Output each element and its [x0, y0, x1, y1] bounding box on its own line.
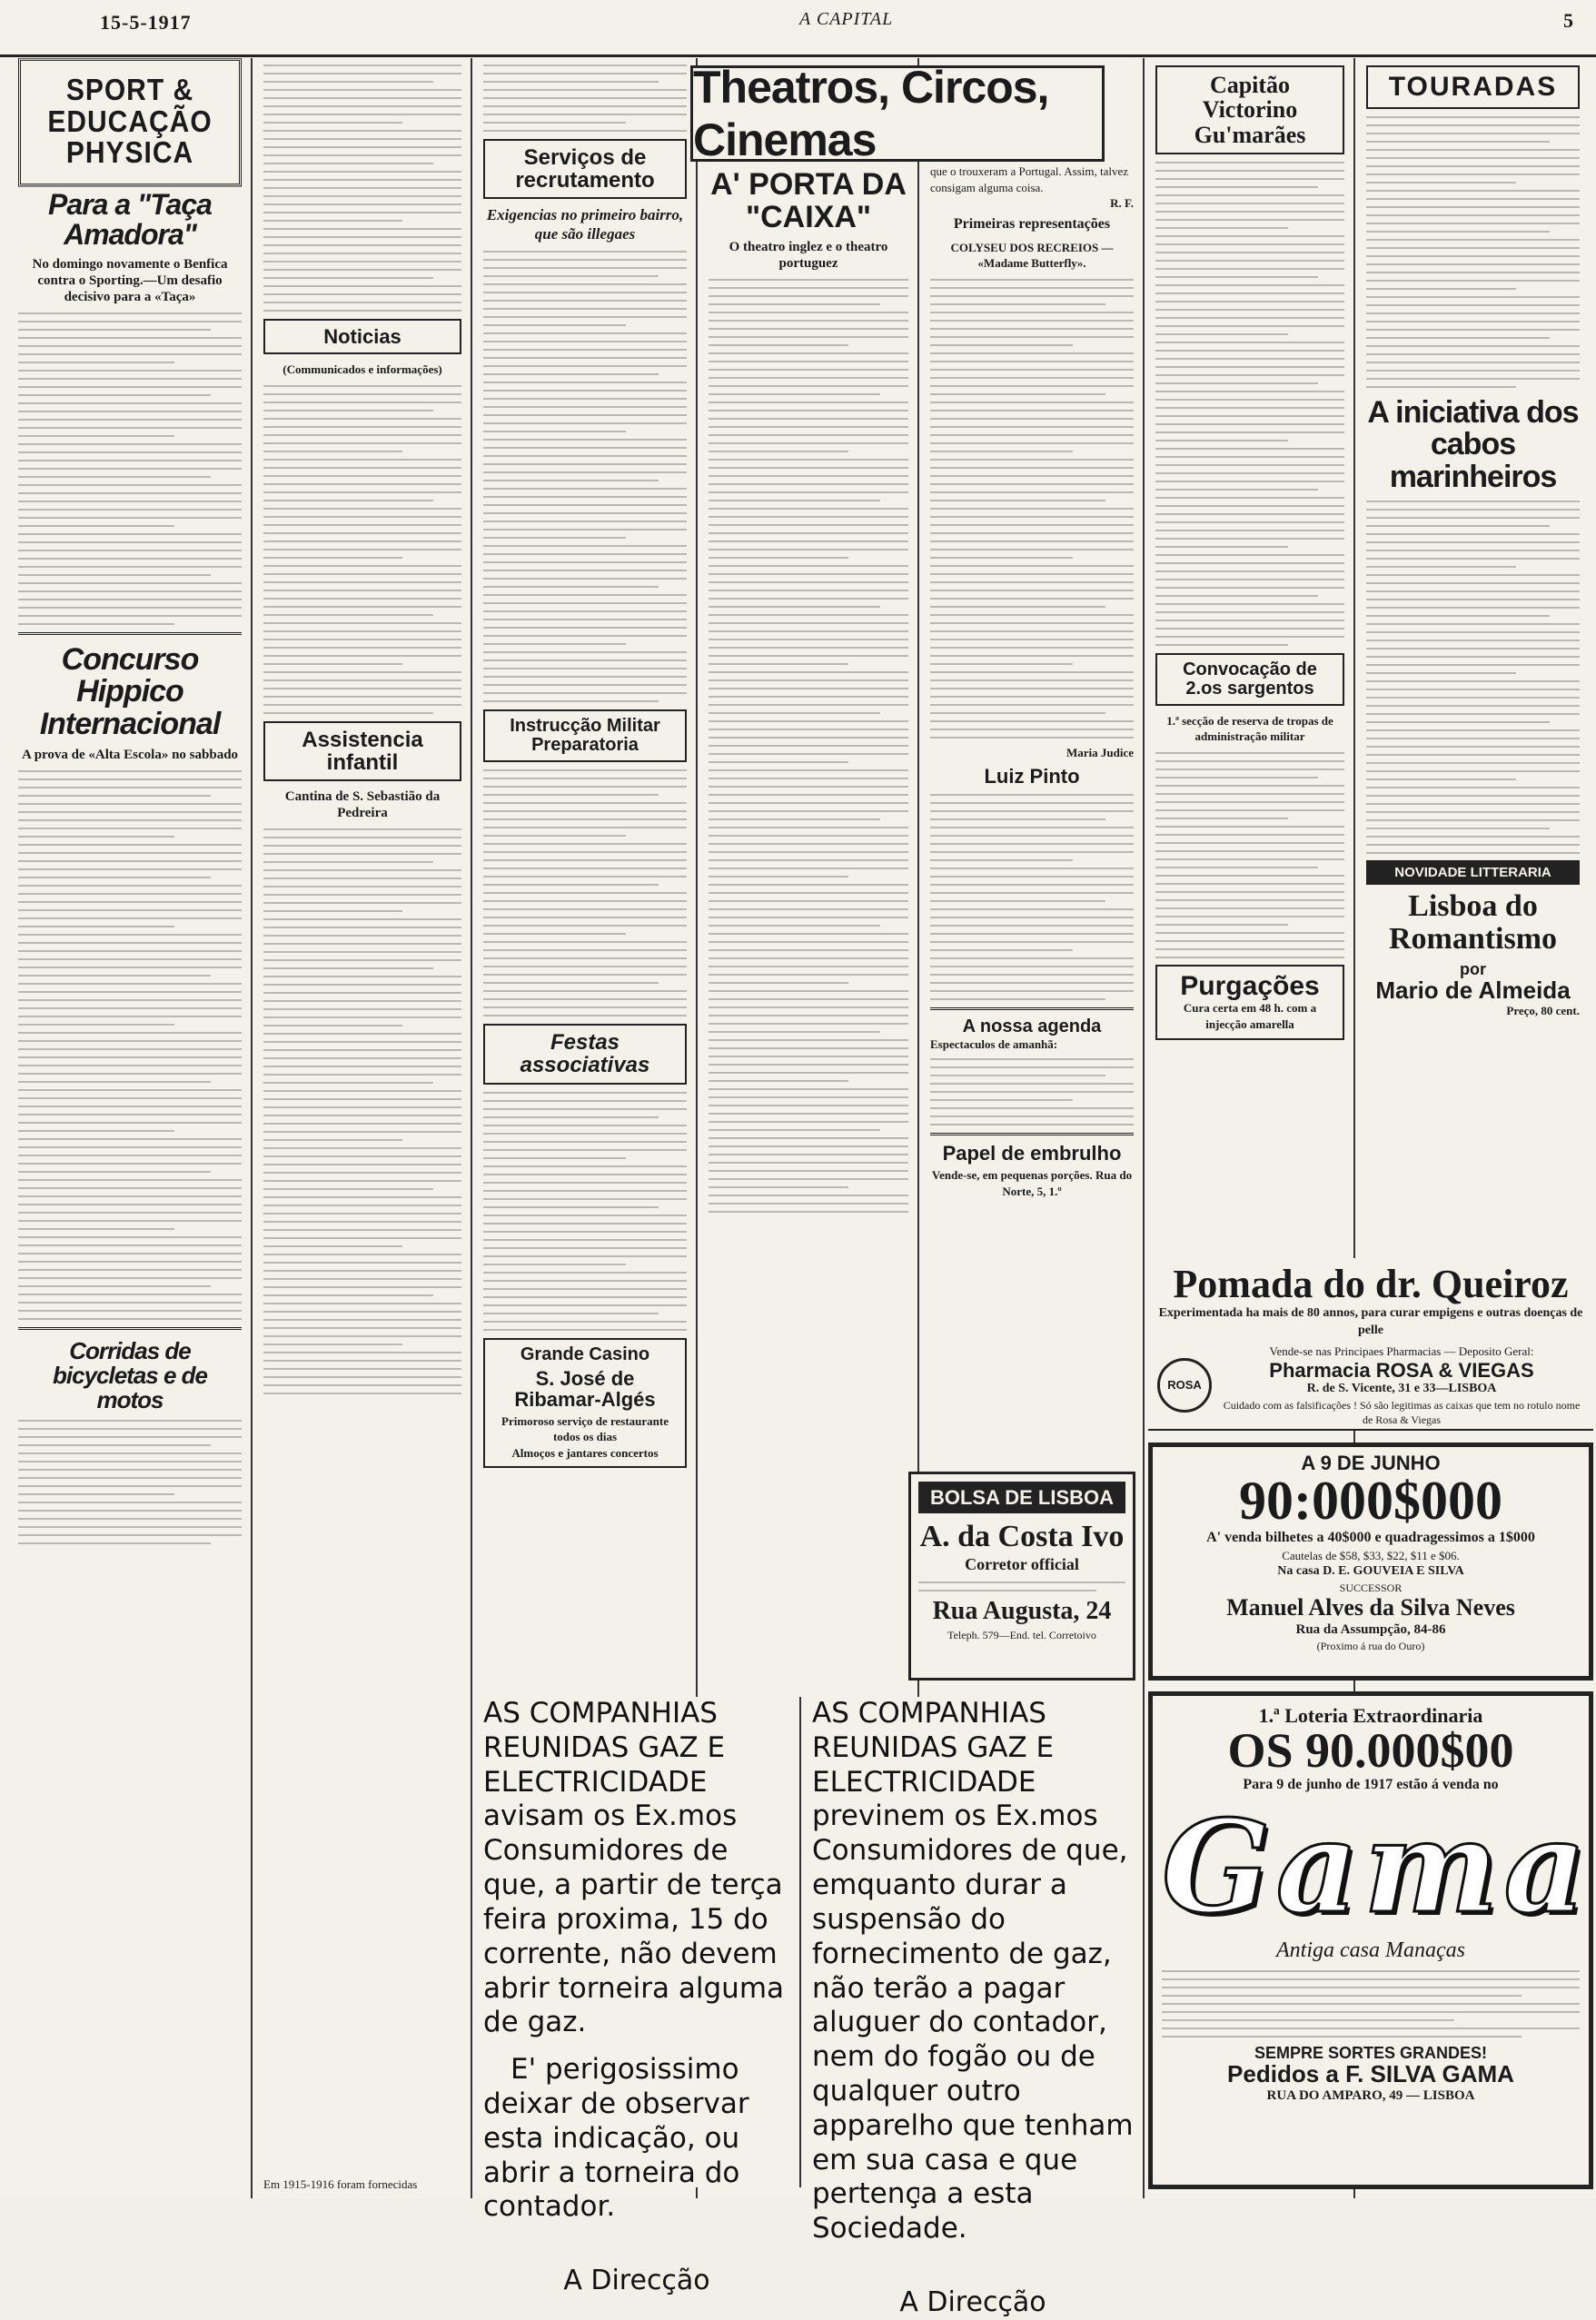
noticias-subhead: (Communicados e informações) — [283, 362, 442, 377]
gama-sempre: SEMPRE SORTES GRANDES! — [1254, 2043, 1488, 2062]
agenda-body — [930, 1058, 1134, 1125]
bolsa-ad — [908, 1472, 1135, 1681]
companhias-notice-left — [474, 1697, 801, 2297]
porta-headline: A' PORTA DA "CAIXA" — [710, 167, 907, 234]
festas-body — [483, 1092, 687, 1331]
lottery-date: A 9 DE JUNHO — [1301, 1452, 1441, 1474]
gama-lottery: 1.ª Loteria Extraordinaria — [1258, 1704, 1483, 1727]
column-recrutamento — [254, 58, 472, 2198]
pomada-ad — [1148, 1258, 1593, 1431]
gama-ad — [1148, 1691, 1593, 2189]
bolsa-address: Rua Augusta, 24 — [932, 1597, 1112, 1626]
gama-amount: OS 90.000$00 — [1227, 1723, 1514, 1779]
pomada-warning: Cuidado com as falsificações ! Só são legitimas as caixas que tem no rotulo nome de Rosa & Viegas — [1223, 1398, 1581, 1426]
assistencia-subhead: Cantina de S. Sebastião da Pedreira — [284, 789, 441, 821]
corridas-body — [18, 1420, 242, 1544]
theatre-banner: Theatros, Circos, Cinemas — [690, 65, 1105, 162]
pomada-address: R. de S. Vicente, 31 e 33—LISBOA — [1306, 1381, 1497, 1395]
lottery-successor: SUCCESSOR — [1339, 1581, 1403, 1595]
premieres-body — [930, 279, 1134, 739]
novidade-label: NOVIDADE LITTERARIA — [1366, 860, 1580, 886]
casino-title: Grande Casino — [520, 1343, 650, 1364]
casino-ad — [483, 1338, 687, 1469]
touradas-headline: TOURADAS — [1366, 65, 1580, 109]
lottery-merchant: Manuel Alves da Silva Neves — [1226, 1594, 1515, 1621]
gama-address: RUA DO AMPARO, 49 — LISBOA — [1266, 2087, 1475, 2103]
gama-name: Gama — [1162, 1792, 1592, 1942]
lottery-amount: 90:000$000 — [1239, 1471, 1502, 1532]
companhias-left-text2: E' perigosissimo deixar de observar esta indicação, ou abrir a torneira do contador. — [483, 2053, 749, 2224]
lisboa-by: por — [1460, 959, 1486, 978]
concurso-subhead: A prova de «Alta Escola» no sabbado — [21, 747, 239, 762]
festas-headline: Festas associativas — [483, 1024, 687, 1084]
instrucao-body — [483, 769, 687, 1016]
column-sport — [9, 58, 253, 2198]
taca-body — [18, 312, 242, 625]
taca-subhead: No domingo novamente o Benfica contra o Sporting.—Um desafio decisivo para a «Taça» — [32, 256, 228, 304]
companhias-right-text: AS COMPANHIAS REUNIDAS GAZ E ELECTRICIDADE previnem os Ex.mos Consumidores de que, emquanto durar a suspensão do fornecimento de gaz, não terão a pagar aluguer do contador, nem do fogão ou de qualquer outro apparelho que tenham em sua casa e que pertença a esta Sociedade. — [812, 1697, 1134, 2246]
corridas-headline: Corridas de bicycletas e de motos — [53, 1336, 207, 1414]
lottery-cautelas: Cautelas de $58, $33, $22, $11 e $06. — [1282, 1548, 1460, 1562]
bolsa-name: A. da Costa Ivo — [919, 1520, 1125, 1554]
pomada-line1: Experimentada ha mais de 80 annos, para curar empigens e outras doenças de pelle — [1158, 1306, 1583, 1338]
purgacoes-ad — [1155, 965, 1344, 1040]
touradas-body — [1366, 116, 1580, 388]
col3-top-body — [483, 64, 687, 132]
col2-top-body — [263, 64, 461, 312]
casino-name: S. José de Ribamar-Algés — [514, 1366, 656, 1411]
lisboa-title: Lisboa do Romantismo — [1388, 889, 1558, 956]
bolsa-title: BOLSA DE LISBOA — [918, 1482, 1125, 1513]
iniciativa-headline: A iniciativa dos cabos marinheiros — [1367, 394, 1579, 494]
agenda-headline: A nossa agenda — [962, 1016, 1102, 1036]
convocacao-subhead: 1.ª secção de reserva de tropas de administração militar — [1166, 713, 1333, 744]
pomada-line2: Vende-se nas Principaes Pharmacias — Deposito Geral: — [1269, 1343, 1534, 1358]
noticias-body — [263, 385, 461, 714]
lottery-ad — [1148, 1443, 1593, 1681]
purgacoes-title: Purgações — [1180, 970, 1320, 1001]
casino-meals: Almoços e jantares concertos — [511, 1445, 659, 1460]
agenda-subhead: Espectaculos de amanhã: — [930, 1036, 1058, 1051]
victorino-headline: Capitão Victorino Gu'marães — [1155, 65, 1344, 154]
gama-orders: Pedidos a F. SILVA GAMA — [1227, 2059, 1514, 2087]
luiz-pinto-headline: Luiz Pinto — [984, 765, 1080, 788]
lottery-house: Na casa D. E. GOUVEIA E SILVA — [1277, 1564, 1464, 1579]
lottery-street: Rua da Assumpção, 84-86 — [1295, 1621, 1446, 1637]
pomada-title: Pomada do dr. Queiroz — [1173, 1262, 1569, 1306]
lottery-street-note: (Proximo á rua do Ouro) — [1316, 1639, 1425, 1652]
paper-name: A CAPITAL — [799, 9, 894, 29]
col5-signature: R. F. — [1110, 196, 1134, 211]
concurso-body — [18, 770, 242, 1320]
papel-text: Vende-se, em pequenas porções. Rua do Norte, 5, 1.º — [931, 1168, 1133, 1198]
bolsa-body — [918, 1581, 1125, 1591]
noticias-headline: Noticias — [263, 319, 461, 354]
lisboa-price: Preço, 80 cent. — [1506, 1003, 1580, 1017]
victorino-body — [1155, 162, 1344, 646]
masthead-bar — [0, 0, 1596, 57]
taca-headline: Para a "Taça Amadora" — [48, 187, 212, 252]
convocacao-headline: Convocação de 2.os sargentos — [1155, 653, 1344, 706]
col2-footer-line: Em 1915-1916 foram fornecidas — [263, 2177, 418, 2192]
servicos-subhead: Exigencias no primeiro bairro, que são illegaes — [486, 206, 684, 243]
luiz-pinto-body — [930, 794, 1134, 1000]
assistencia-headline: Assistencia infantil — [263, 721, 461, 781]
sport-section-title: SPORT & EDUCAÇÃO PHYSICA — [18, 58, 242, 186]
rosa-seal-icon: ROSA — [1157, 1358, 1212, 1413]
premieres-subhead: COLYSEU DOS RECREIOS — «Madame Butterfly». — [950, 240, 1114, 271]
companhias-left-signature: A Direcção — [563, 2265, 710, 2297]
concurso-headline: Concurso Hippico Internacional — [39, 641, 221, 742]
lottery-sale: A' venda bilhetes a 40$000 e quadragessimos a 1$000 — [1206, 1530, 1535, 1546]
issue-date: 15-5-1917 — [100, 11, 192, 34]
porta-subhead: O theatro inglez e o theatro portuguez — [729, 240, 888, 272]
bolsa-phone: Teleph. 579—End. tel. Corretoivo — [947, 1629, 1096, 1642]
premieres-headline: Primeiras representações — [953, 215, 1111, 232]
companhias-right-signature: A Direcção — [899, 2286, 1046, 2318]
instrucao-headline: Instrucção Militar Preparatoria — [483, 709, 687, 762]
gama-sale: Para 9 de junho de 1917 estão á venda no — [1243, 1777, 1499, 1793]
purgacoes-text: Cura certa em 48 h. com a injecção amarella — [1183, 1001, 1317, 1032]
gama-body — [1162, 1970, 1580, 2037]
gama-subtitle: Antiga casa Manaças — [1276, 1938, 1465, 1962]
papel-headline: Papel de embrulho — [942, 1142, 1122, 1165]
assistencia-body — [263, 828, 461, 1394]
companhias-notice-right — [803, 1697, 1145, 2318]
bolsa-role: Corretor official — [965, 1554, 1079, 1573]
lisboa-author: Mario de Almeida — [1375, 976, 1571, 1004]
porta-body — [709, 279, 908, 1213]
page-number: 5 — [1563, 9, 1573, 32]
iniciativa-body — [1366, 501, 1580, 854]
casino-service: Primoroso serviço de restaurante todos os dias — [501, 1413, 669, 1444]
servicos-body — [483, 251, 687, 702]
pomada-pharmacy: Pharmacia ROSA & VIEGAS — [1269, 1358, 1534, 1382]
companhias-left-text: AS COMPANHIAS REUNIDAS GAZ E ELECTRICIDADE avisam os Ex.mos Consumidores de que, a partir de terça feira proxima, 15 do corrente, não devem abrir torneira alguma de gaz. — [483, 1697, 785, 2039]
convocacao-body — [1155, 752, 1344, 958]
maria-judice-sign: Maria Judice — [1066, 745, 1134, 759]
servicos-headline: Serviços de recrutamento — [483, 139, 687, 199]
col5-intro: que o trouxeram a Portugal. Assim, talvez consigam alguma coisa. — [930, 164, 1129, 194]
